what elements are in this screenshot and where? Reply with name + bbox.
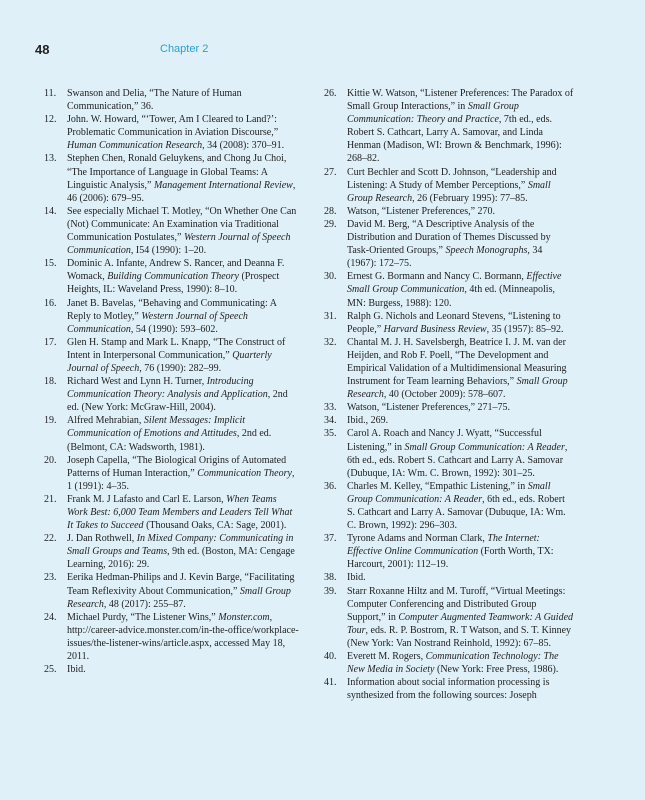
endnote-text: John. W. Howard, “‘Tower, Am I Cleared to Land?’: Problematic Communication in Aviation Discourse,” Human Communication Research, 34 (2008): 370–91. xyxy=(67,114,285,152)
endnote-text: Ibid. xyxy=(67,664,86,676)
endnote-number: 17. xyxy=(44,336,57,348)
endnote-number: 16. xyxy=(44,297,57,309)
endnote-text: Michael Purdy, “The Listener Wins,” Monster.com, http://career-advice.monster.com/in-the-office/workplace-issues/the-listener-wins/article.aspx, accessed May 18, 2011. xyxy=(67,611,299,663)
endnote-text: Stephen Chen, Ronald Geluykens, and Chong Ju Choi, “The Importance of Language in Global Teams: A Linguistic Analysis,” Management International Review, 46 (2006): 679–95. xyxy=(67,153,296,204)
endnote xyxy=(44,297,299,336)
endnote-number: 30. xyxy=(324,271,337,283)
endnote xyxy=(324,427,574,479)
endnote-number: 27. xyxy=(324,166,337,178)
endnote-number: 41. xyxy=(324,677,337,689)
endnote xyxy=(44,113,299,152)
endnote-text: Swanson and Delia, “The Nature of Human Communication,” 36. xyxy=(67,88,242,113)
endnote xyxy=(44,205,299,257)
endnote-text: David M. Berg, “A Descriptive Analysis of the Distribution and Duration of Themes Discussed by Task-Oriented Groups,” Speech Monographs, 34 (1967): 172–75. xyxy=(347,218,551,270)
endnote-number: 28. xyxy=(324,205,337,217)
endnote xyxy=(324,218,574,270)
endnote xyxy=(44,493,299,532)
endnote-text: Curt Bechler and Scott D. Johnson, “Leadership and Listening: A Study of Member Perceptions,” Small Group Research, 26 (February 1995): 77–85. xyxy=(347,166,557,204)
endnote xyxy=(44,414,299,453)
endnote-text: Alfred Mehrabian, Silent Messages: Implicit Communication of Emotions and Attitudes, 2nd ed. (Belmont, CA: Wadsworth, 1981). xyxy=(67,415,272,453)
endnote-number: 24. xyxy=(44,611,57,623)
endnote-number: 29. xyxy=(324,218,337,230)
endnote-number: 40. xyxy=(324,651,337,663)
endnote xyxy=(44,87,299,113)
endnote xyxy=(324,87,574,166)
endnote-number: 35. xyxy=(324,428,337,440)
endnote-number: 14. xyxy=(44,205,57,217)
endnote xyxy=(44,336,299,375)
endnote-text: Carol A. Roach and Nancy J. Wyatt, “Successful Listening,” in Small Group Communication: A Reader, 6th ed., eds. Robert S. Cathcart and Larry A. Samovar (Dubuque, IA: Wm. C. Brown, 1992): 301–25. xyxy=(347,428,568,479)
endnote-text: Tyrone Adams and Norman Clark, The Internet: Effective Online Communication (Forth Worth, TX: Harcourt, 2001): 112–19. xyxy=(347,533,554,571)
endnote-number: 37. xyxy=(324,533,337,545)
endnote-text: See especially Michael T. Motley, “On Whether One Can (Not) Communicate: An Examination via Traditional Communication Postulates,” Western Journal of Speech Communication, I54 (1990): 1–20. xyxy=(67,205,297,257)
chapter-label: Chapter 2 xyxy=(160,43,209,55)
endnote xyxy=(324,401,574,414)
endnote-number: 15. xyxy=(44,258,57,270)
page-number: 48 xyxy=(35,42,50,57)
endnote-number: 21. xyxy=(44,493,57,505)
endnote-text: Chantal M. J. H. Savelsbergh, Beatrice I. J. M. van der Heijden, and Rob F. Poell, “The Development and Empirical Validation of a Multidimensional Measuring Instrument for Team learning Behaviors,” Small Group Research, 40 (October 2009): 578–607. xyxy=(347,336,568,401)
endnote xyxy=(324,166,574,205)
endnote xyxy=(44,375,299,414)
endnote xyxy=(44,257,299,296)
endnote xyxy=(324,585,574,650)
endnote-text: Charles M. Kelley, “Empathic Listening,” in Small Group Communication: A Reader, 6th ed., eds. Robert S. Cathcart and Larry A. Samovar (Dubuque, IA: Wm. C. Brown, 1992): 296–303. xyxy=(347,480,566,532)
endnote xyxy=(44,663,299,676)
endnote-number: 12. xyxy=(44,114,57,126)
endnote-text: Joseph Capella, “The Biological Origins of Automated Patterns of Human Interaction,” Communication Theory, 1 (1991): 4–35. xyxy=(67,454,295,492)
endnote-text: Janet B. Bavelas, “Behaving and Communicating: A Reply to Motley,” Western Journal of Speech Communication, 54 (1990): 593–602. xyxy=(67,297,277,335)
endnote xyxy=(44,454,299,493)
endnote xyxy=(324,270,574,309)
endnote-number: 13. xyxy=(44,153,57,165)
endnote xyxy=(324,676,574,702)
endnote-number: 31. xyxy=(324,310,337,322)
endnote xyxy=(324,532,574,571)
endnote-number: 22. xyxy=(44,533,57,545)
endnote-number: 18. xyxy=(44,376,57,388)
endnote xyxy=(324,310,574,336)
endnote-number: 33. xyxy=(324,402,337,414)
endnote xyxy=(324,650,574,676)
endnote-text: Frank M. J Lafasto and Carl E. Larson, When Teams Work Best: 6,000 Team Members and Leaders Tell What It Takes to Succeed (Thousand Oaks, CA: Sage, 2001). xyxy=(67,493,293,532)
endnote-text: Starr Roxanne Hiltz and M. Turoff, “Virtual Meetings: Computer Conferencing and Distributed Group Support,” in Computer Augmented Teamwork: A Guided Tour, eds. R. P. Bostrom, R. T Watson, and S. T. Kinney (New York: Van Nostrand Reinhold, 1992): 67–85. xyxy=(347,585,574,649)
endnote-text: Dominic A. Infante, Andrew S. Rancer, and Deanna F. Womack, Building Communication Theory (Prospect Heights, IL: Waveland Press, 1990): 8–10. xyxy=(67,258,285,296)
endnote xyxy=(44,532,299,571)
endnote-number: 23. xyxy=(44,572,57,584)
endnote-text: Ralph G. Nichols and Leonard Stevens, “Listening to People,” Harvard Business Review, 35 (1957): 85–92. xyxy=(347,310,564,335)
endnote xyxy=(44,152,299,204)
endnote-number: 34. xyxy=(324,415,337,427)
endnote-number: 39. xyxy=(324,585,337,597)
endnote-number: 38. xyxy=(324,572,337,584)
endnote-text: Richard West and Lynn H. Turner, Introducing Communication Theory: Analysis and Application, 2nd ed. (New York: McGraw-Hill, 2004). xyxy=(67,376,288,414)
endnote-text: Everett M. Rogers, Communication Technology: The New Media in Society (New York: Free Press, 1986). xyxy=(347,651,559,676)
endnote-text: Eerika Hedman-Philips and J. Kevin Barge, “Facilitating Team Reflexivity About Communication,” Small Group Research, 48 (2017): 255–87. xyxy=(67,572,295,610)
endnote-text: Glen H. Stamp and Mark L. Knapp, “The Construct of Intent in Interpersonal Communication,” Quarterly Journal of Speech, 76 (1990): 282–99. xyxy=(67,336,286,374)
endnote-text: Watson, “Listener Preferences,” 270. xyxy=(347,205,496,217)
endnote-number: 11. xyxy=(44,88,57,99)
endnote-number: 20. xyxy=(44,454,57,466)
endnote-text: Ernest G. Bormann and Nancy C. Bormann, Effective Small Group Communication, 4th ed. (Minneapolis, MN: Burgess, 1988): 120. xyxy=(347,271,562,309)
endnote-text: Ibid. xyxy=(347,572,366,584)
endnote xyxy=(44,571,299,610)
endnote xyxy=(324,336,574,401)
endnote-number: 26. xyxy=(324,88,337,99)
endnote-text: Watson, “Listener Preferences,” 271–75. xyxy=(347,402,511,414)
endnote-number: 19. xyxy=(44,415,57,427)
endnote xyxy=(324,571,574,584)
endnote-number: 32. xyxy=(324,336,337,348)
endnote xyxy=(324,480,574,532)
endnote-number: 36. xyxy=(324,480,337,492)
endnote-text: Information about social information processing is synthesized from the following sources: Joseph xyxy=(347,677,550,702)
endnote-number: 25. xyxy=(44,664,57,676)
endnote xyxy=(324,205,574,218)
notes-column-right xyxy=(324,87,574,702)
endnote-text: Kittie W. Watson, “Listener Preferences: The Paradox of Small Group Interactions,” in Small Group Communication: Theory and Practice, 7th ed., eds. Robert S. Cathcart, Larry A. Samovar, and Linda Henman (Madison, WI: Brown & Benchmark, 1996): 268–82. xyxy=(347,88,574,165)
notes-column-left xyxy=(44,87,299,676)
endnote-text: Ibid., 269. xyxy=(347,415,389,427)
endnote-text: J. Dan Rothwell, In Mixed Company: Communicating in Small Groups and Teams, 9th ed. (Boston, MA: Cengage Learning, 2016): 29. xyxy=(67,533,295,571)
endnote xyxy=(324,414,574,427)
endnote xyxy=(44,611,299,663)
